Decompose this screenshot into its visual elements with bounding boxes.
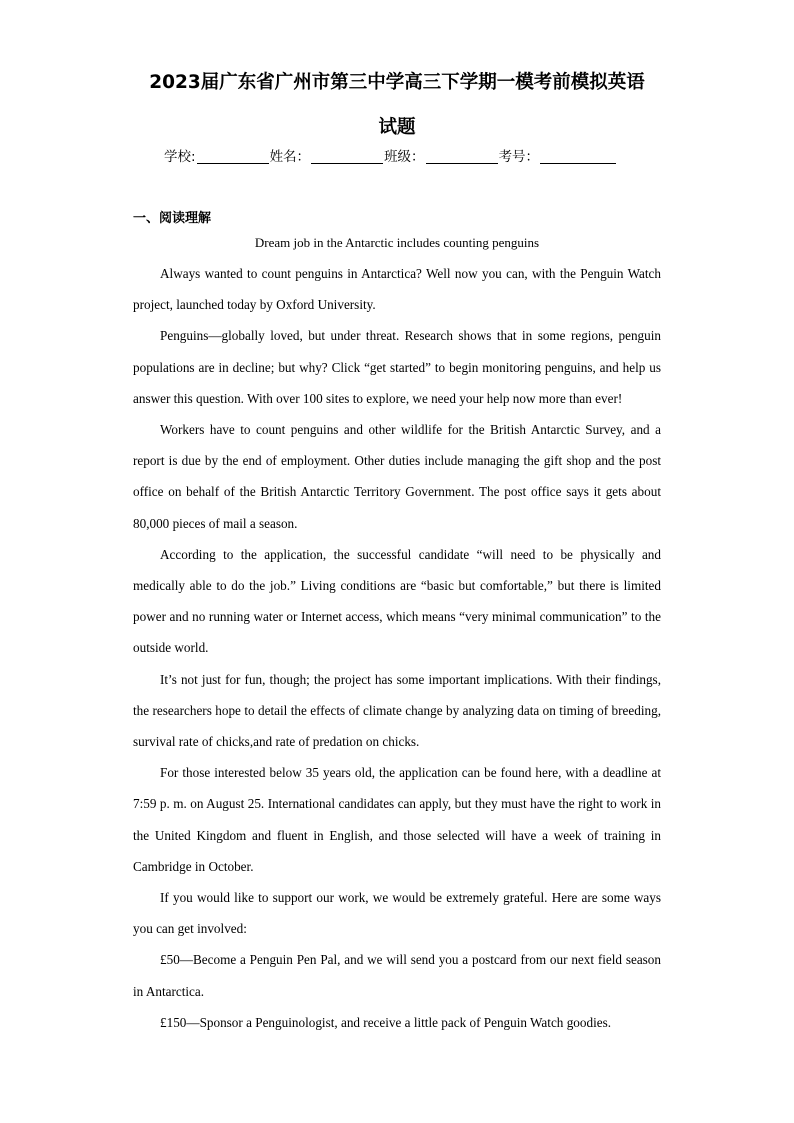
paragraph: Always wanted to count penguins in Antarctica? Well now you can, with the Penguin Watch project, launched today by Oxford University. xyxy=(133,266,661,313)
paragraph: £50—Become a Penguin Pen Pal, and we will send you a postcard from our next field season in Antarctica. xyxy=(133,952,661,999)
student-info-row xyxy=(164,145,617,165)
paragraph: Workers have to count penguins and other wildlife for the British Antarctic Survey, and a report is due by the end of employment. Other duties include managing the gift shop and the post office on behalf of the British Antarctic Territory Government. The post office says it gets about 80,000 pieces of mail a season. xyxy=(133,422,661,531)
name-blank xyxy=(311,149,383,164)
number-blank xyxy=(540,149,616,164)
article-title: Dream job in the Antarctic includes counting penguins xyxy=(254,235,540,250)
school-blank xyxy=(197,149,269,164)
page-title-line1: 2023届广东省广州市第三中学高三下学期一模考前模拟英语 xyxy=(149,72,645,93)
paragraph: It’s not just for fun, though; the project has some important implications. With their findings, the researchers hope to detail the effects of climate change by analyzing data on timing of breeding, survival rate of chicks,and rate of predation on chicks. xyxy=(133,671,661,750)
paragraph: If you would like to support our work, we would be extremely grateful. Here are some ways you can get involved: xyxy=(133,890,661,937)
class-blank xyxy=(426,149,498,164)
paragraph: For those interested below 35 years old, the application can be found here, with a deadline at 7:59 p. m. on August 25. International candidates can apply, but they must have the right to work in the United Kingdom and fluent in English, and those selected will have a week of training in Cambridge in October. xyxy=(133,765,661,874)
article-body xyxy=(133,258,661,1038)
class-label: 班级： xyxy=(384,149,425,165)
name-label: 姓名： xyxy=(269,149,311,165)
number-label: 考号： xyxy=(498,149,540,165)
paragraph: £150—Sponsor a Penguinologist, and receive a little pack of Penguin Watch goodies. xyxy=(160,1014,612,1030)
section-heading: 一、阅读理解 xyxy=(133,211,212,226)
page-title-line2: 试题 xyxy=(378,117,416,138)
paragraph: According to the application, the successful candidate “will need to be physically and medically able to do the job.” Living conditions are “basic but comfortable,” but there is limited power and no running water or Internet access, which means “very minimal communication” to the outside world. xyxy=(133,546,661,656)
school-label: 学校: xyxy=(164,149,196,165)
paragraph: Penguins—globally loved, but under threat. Research shows that in some regions, penguin populations are in decline; but why? Click “get started” to begin monitoring penguins, and help us answer this question. With over 100 sites to explore, we need your help now more than ever! xyxy=(133,328,661,406)
